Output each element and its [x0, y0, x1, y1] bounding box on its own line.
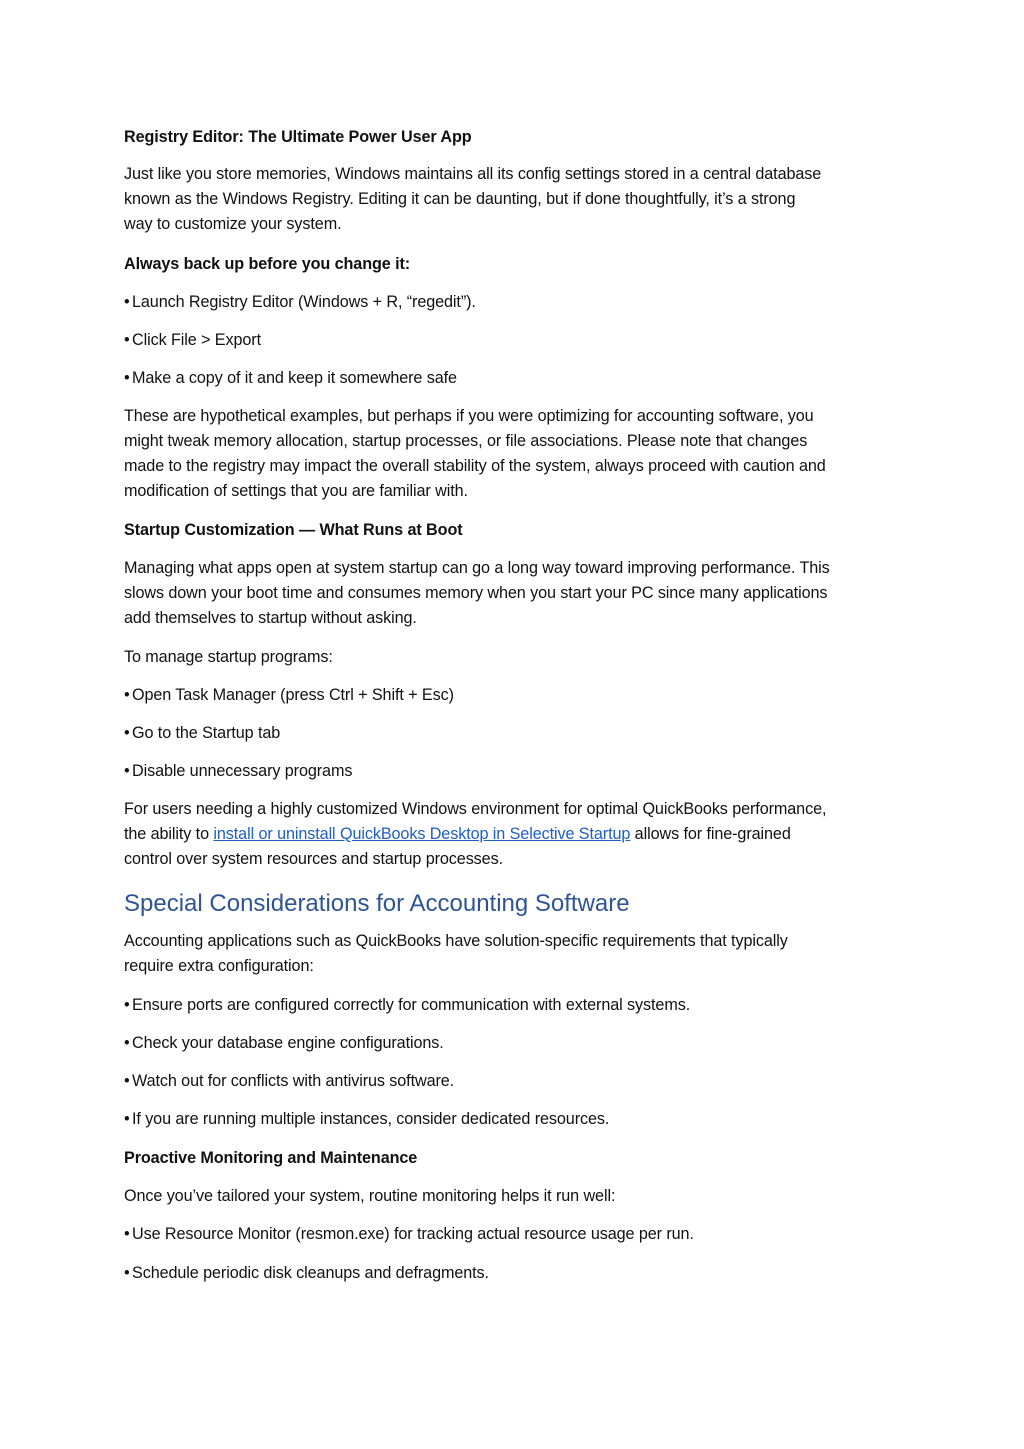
list-item [124, 1222, 694, 1247]
monitoring-heading: Proactive Monitoring and Maintenance [124, 1149, 418, 1167]
bullet-glyph: • [124, 331, 130, 349]
list-item [124, 1069, 454, 1094]
bullet-glyph: • [124, 369, 130, 387]
list-item [124, 1031, 444, 1056]
list-item-text: Watch out for conflicts with antivirus software. [132, 1072, 455, 1090]
registry-heading: Registry Editor: The Ultimate Power User App [124, 128, 472, 146]
registry-intro-line-2: known as the Windows Registry. Editing it can be daunting, but if done thoughtfully, it’s a strong [124, 190, 796, 208]
list-item-text: Ensure ports are configured correctly for communication with external systems. [132, 996, 691, 1014]
bullet-glyph: • [124, 724, 130, 742]
bullet-glyph: • [124, 762, 130, 780]
list-item [124, 759, 352, 784]
registry-intro-line-3: way to customize your system. [124, 215, 342, 233]
list-item-text: Check your database engine configurations. [132, 1034, 444, 1052]
list-item [124, 993, 690, 1018]
list-item [124, 328, 261, 353]
startup-intro-line-2: slows down your boot time and consumes memory when you start your PC since many applications [124, 584, 828, 602]
backup-heading: Always back up before you change it: [124, 255, 411, 273]
startup-intro-line-3: add themselves to startup without asking. [124, 609, 417, 627]
custom-line-2 [124, 822, 791, 847]
examples-line-1: These are hypothetical examples, but perhaps if you were optimizing for accounting software, you [124, 407, 814, 425]
special-considerations-heading: Special Considerations for Accounting Software [124, 890, 630, 917]
list-item-text: Make a copy of it and keep it somewhere safe [132, 369, 457, 387]
list-item-text: Disable unnecessary programs [132, 762, 353, 780]
bullet-glyph: • [124, 686, 130, 704]
examples-line-2: might tweak memory allocation, startup processes, or file associations. Please note that changes [124, 432, 808, 450]
monitoring-intro-line: Once you’ve tailored your system, routine monitoring helps it run well: [124, 1187, 616, 1205]
bullet-glyph: • [124, 996, 130, 1014]
list-item-text: Open Task Manager (press Ctrl + Shift + Esc) [132, 686, 454, 704]
list-item [124, 683, 454, 708]
custom-line-2-before: the ability to [124, 825, 214, 843]
startup-heading: Startup Customization — What Runs at Boot [124, 521, 463, 539]
custom-line-2-after: allows for fine-grained [630, 825, 791, 843]
list-item-text: Launch Registry Editor (Windows + R, “regedit”). [132, 293, 476, 311]
examples-line-4: modification of settings that you are familiar with. [124, 482, 468, 500]
list-item-text: Use Resource Monitor (resmon.exe) for tracking actual resource usage per run. [132, 1225, 694, 1243]
list-item [124, 1261, 489, 1286]
list-item [124, 366, 457, 391]
custom-line-3: control over system resources and startup processes. [124, 850, 503, 868]
special-intro-line-2: require extra configuration: [124, 957, 314, 975]
startup-intro-line-1: Managing what apps open at system startup can go a long way toward improving performance. This [124, 559, 830, 577]
bullet-glyph: • [124, 1072, 130, 1090]
bullet-glyph: • [124, 1034, 130, 1052]
list-item [124, 721, 280, 746]
registry-intro-line-1: Just like you store memories, Windows maintains all its config settings stored in a central database [124, 165, 822, 183]
list-item [124, 1107, 609, 1132]
bullet-glyph: • [124, 1264, 130, 1282]
examples-line-3: made to the registry may impact the overall stability of the system, always proceed with caution and [124, 457, 826, 475]
special-intro-line-1: Accounting applications such as QuickBooks have solution-specific requirements that typically [124, 932, 788, 950]
list-item-text: Schedule periodic disk cleanups and defragments. [132, 1264, 489, 1282]
list-item-text: Click File > Export [132, 331, 261, 349]
bullet-glyph: • [124, 293, 130, 311]
custom-line-1: For users needing a highly customized Windows environment for optimal QuickBooks performance, [124, 800, 827, 818]
list-item-text: Go to the Startup tab [132, 724, 281, 742]
bullet-glyph: • [124, 1110, 130, 1128]
manage-startup-line: To manage startup programs: [124, 648, 333, 666]
list-item-text: If you are running multiple instances, consider dedicated resources. [132, 1110, 610, 1128]
list-item [124, 290, 476, 315]
bullet-glyph: • [124, 1225, 130, 1243]
selective-startup-link[interactable]: install or uninstall QuickBooks Desktop in Selective Startup [213, 825, 631, 843]
